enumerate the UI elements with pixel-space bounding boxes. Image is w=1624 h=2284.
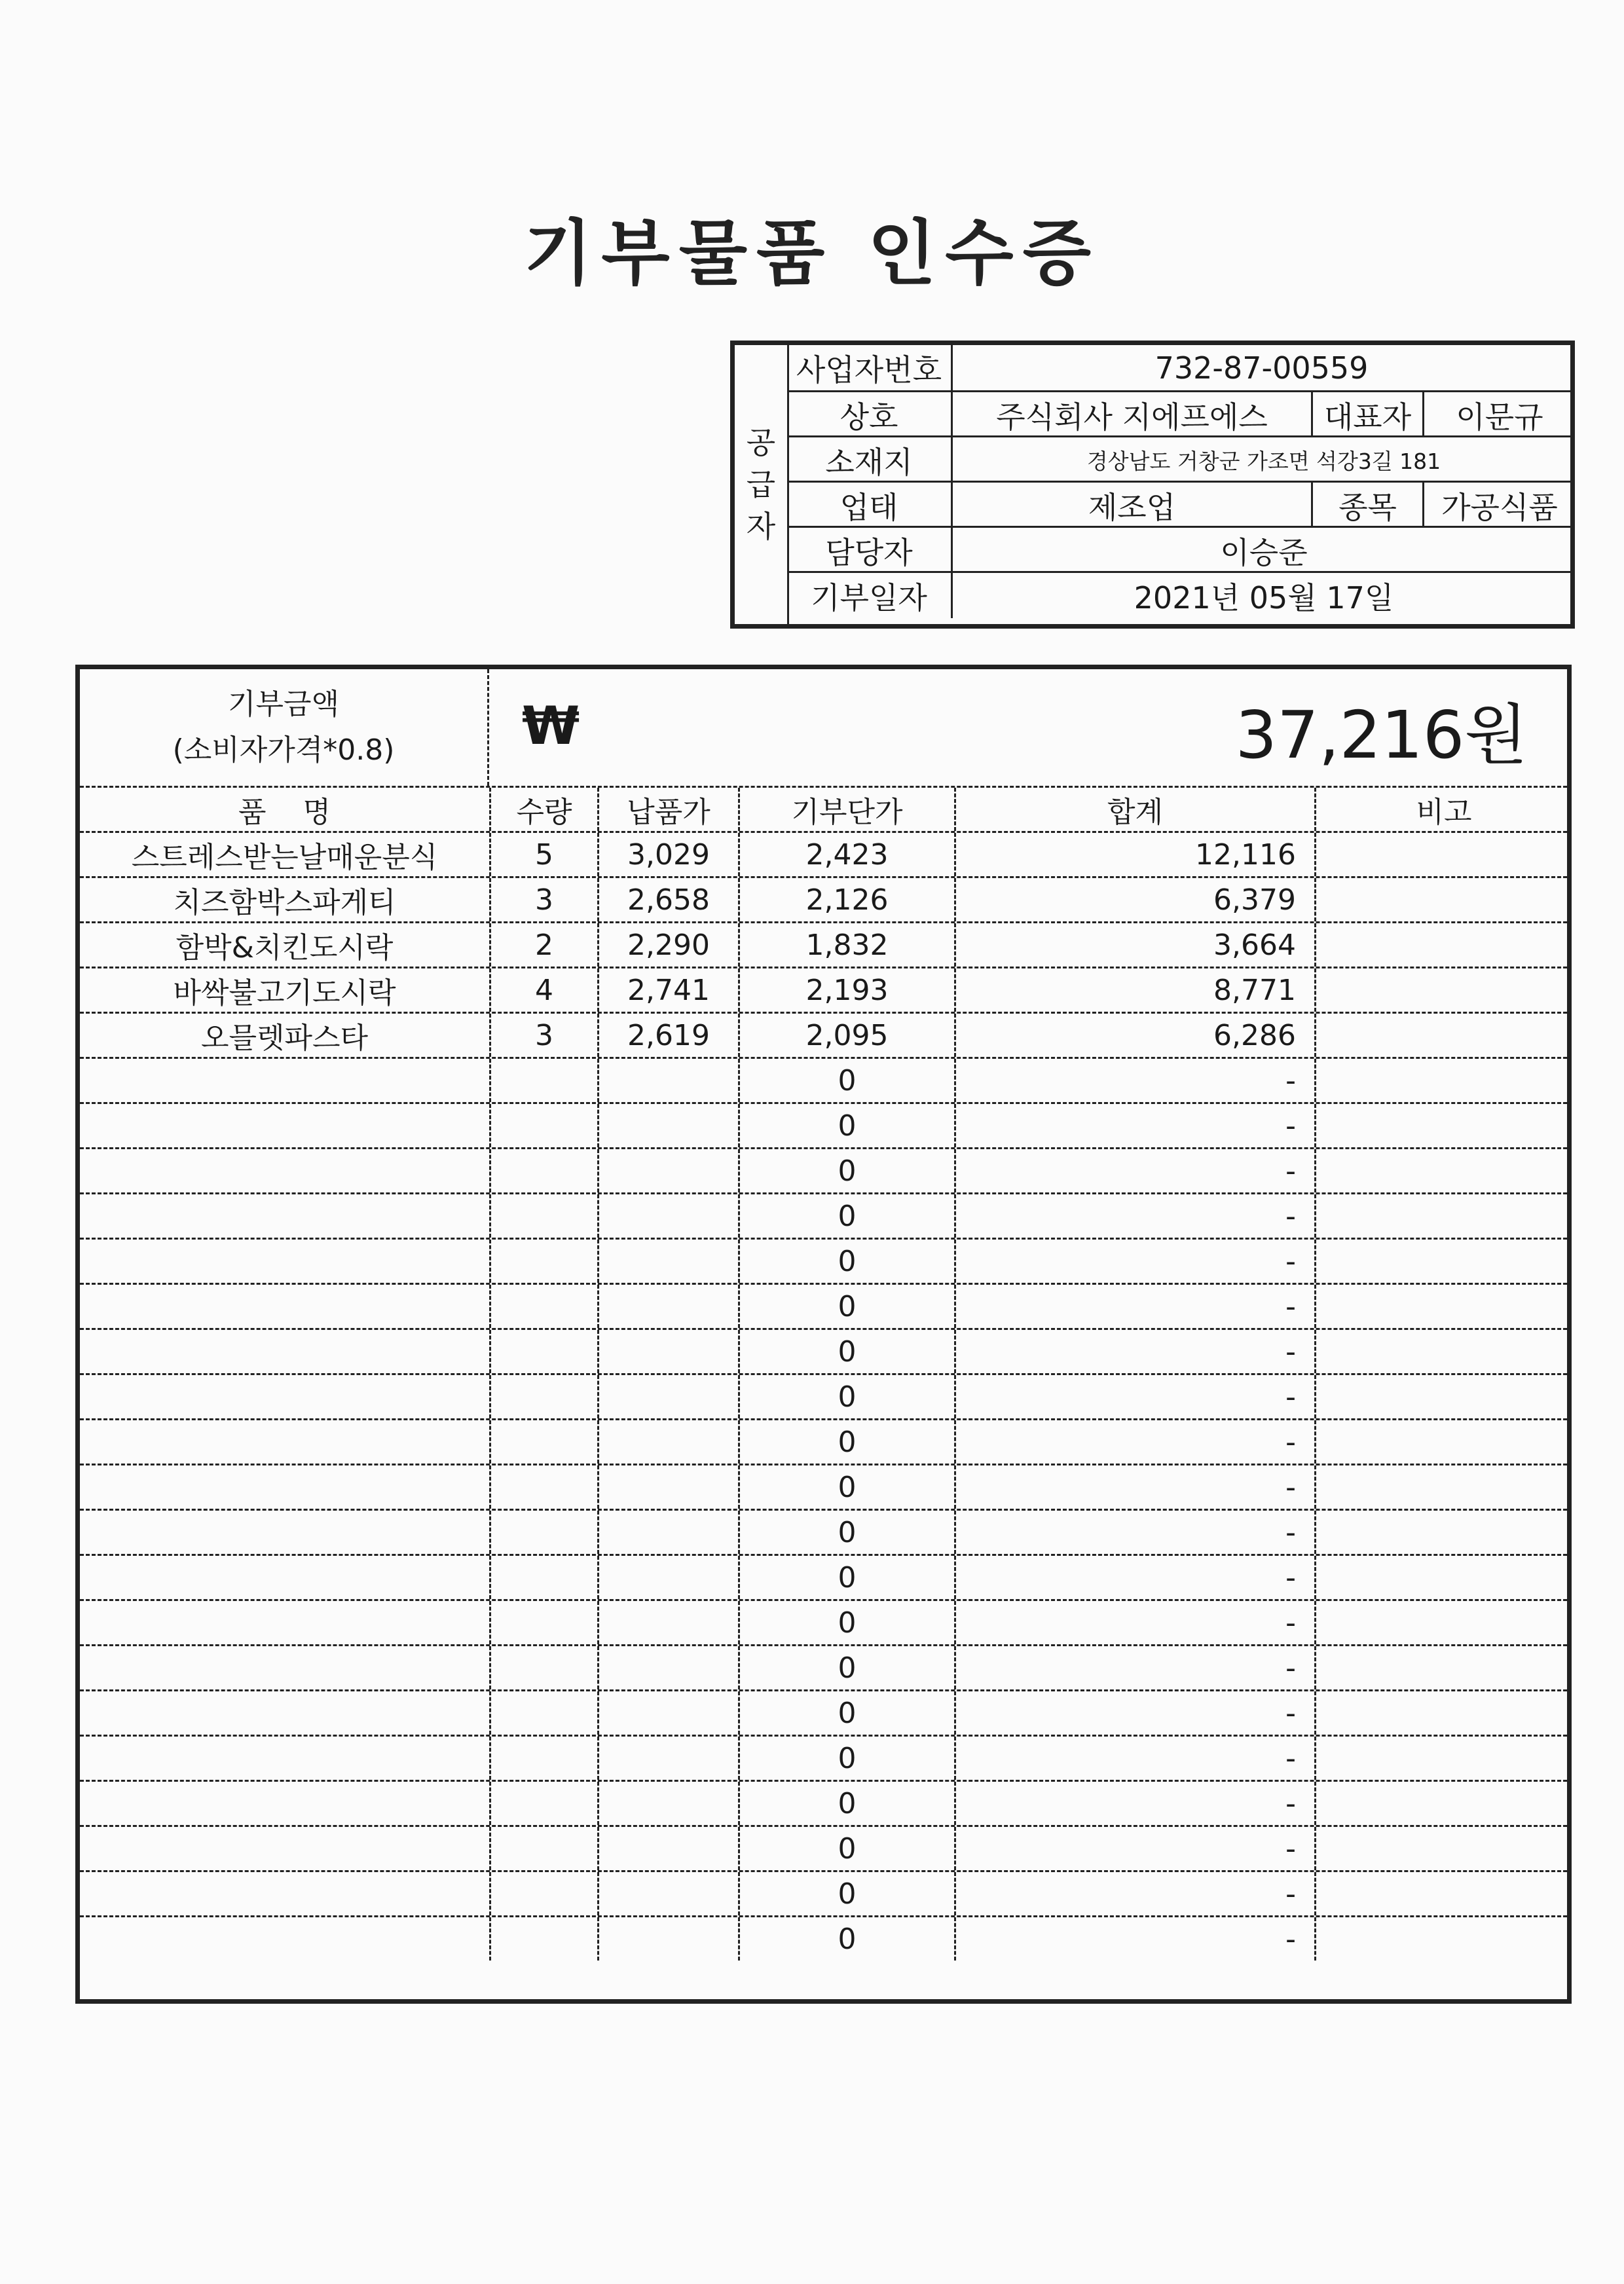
- cell-supply-price: [597, 1465, 738, 1509]
- cell-qty: [489, 1737, 597, 1780]
- table-row: [80, 1328, 1567, 1373]
- cell-unit-price: 2,095: [738, 1014, 954, 1057]
- cell-total: -: [954, 1556, 1314, 1599]
- row-value: 주식회사 지에프에스: [996, 399, 1268, 435]
- cell-supply-price: [597, 1375, 738, 1418]
- row-value: 이승준: [1220, 534, 1308, 570]
- cell-note: [1314, 1872, 1572, 1915]
- cell-unit-price: 0: [738, 1194, 954, 1238]
- cell-name: [80, 1737, 489, 1780]
- table-row: [80, 1870, 1567, 1915]
- cell-name: [80, 1601, 489, 1644]
- cell-qty: 2: [489, 923, 597, 967]
- cell-supply-price: [597, 1059, 738, 1102]
- cell-note: [1314, 1917, 1572, 1961]
- cell-note: [1314, 1104, 1572, 1147]
- supplier-row-business: [787, 481, 1570, 528]
- cell-name: [80, 1149, 489, 1192]
- cell-name: [80, 1465, 489, 1509]
- cell-unit-price: 0: [738, 1465, 954, 1509]
- cell-total: -: [954, 1917, 1314, 1961]
- cell-note: [1314, 1782, 1572, 1825]
- cell-supply-price: [597, 1194, 738, 1238]
- cell-total: -: [954, 1059, 1314, 1102]
- cell-total: -: [954, 1330, 1314, 1373]
- table-row: [80, 1780, 1567, 1825]
- cell-unit-price: 0: [738, 1601, 954, 1644]
- cell-total: -: [954, 1285, 1314, 1328]
- cell-total: -: [954, 1782, 1314, 1825]
- cell-name: [80, 1285, 489, 1328]
- cell-note: [1314, 1465, 1572, 1509]
- cell-supply-price: 2,290: [597, 923, 738, 967]
- table-row: [80, 1057, 1567, 1102]
- cell-note: [1314, 1827, 1572, 1870]
- cell-note: [1314, 1420, 1572, 1464]
- cell-supply-price: [597, 1601, 738, 1644]
- cell-unit-price: 0: [738, 1240, 954, 1283]
- cell-name: 스트레스받는날매운분식: [131, 841, 438, 874]
- supplier-side-label: [735, 345, 789, 624]
- cell-supply-price: [597, 1511, 738, 1554]
- cell-name: 오믈렛파스타: [200, 1022, 369, 1055]
- cell-note: [1314, 1059, 1572, 1102]
- cell-qty: 5: [489, 833, 597, 876]
- row-sub-label: 종목: [1311, 483, 1422, 528]
- cell-supply-price: [597, 1646, 738, 1689]
- donation-table: [75, 665, 1572, 2004]
- cell-note: [1314, 1737, 1572, 1780]
- cell-unit-price: 2,193: [738, 968, 954, 1012]
- cell-note: [1314, 1285, 1572, 1328]
- cell-note: [1314, 1556, 1572, 1599]
- cell-qty: [489, 1556, 597, 1599]
- table-row: [80, 1147, 1567, 1192]
- amount-label-line1: 기부금액: [227, 688, 339, 721]
- cell-name: [80, 1420, 489, 1464]
- cell-unit-price: 0: [738, 1375, 954, 1418]
- cell-name: 바싹불고기도시락: [173, 976, 396, 1010]
- cell-supply-price: [597, 1872, 738, 1915]
- supplier-row-date: [787, 571, 1570, 618]
- cell-unit-price: 0: [738, 1556, 954, 1599]
- supplier-row-address: [787, 435, 1570, 483]
- cell-qty: [489, 1782, 597, 1825]
- cell-total: -: [954, 1827, 1314, 1870]
- cell-qty: [489, 1917, 597, 1961]
- cell-supply-price: [597, 1737, 738, 1780]
- header-name: 품 명: [238, 796, 331, 829]
- donation-amount-label: [80, 669, 489, 786]
- cell-name: [80, 1104, 489, 1147]
- cell-unit-price: 0: [738, 1511, 954, 1554]
- table-row: [80, 1192, 1567, 1238]
- cell-unit-price: 0: [738, 1149, 954, 1192]
- table-row: [80, 1373, 1567, 1418]
- cell-qty: [489, 1420, 597, 1464]
- row-value: 제조업: [1088, 489, 1176, 525]
- cell-unit-price: 0: [738, 1782, 954, 1825]
- table-row: [80, 1283, 1567, 1328]
- cell-qty: [489, 1240, 597, 1283]
- cell-unit-price: 2,126: [738, 878, 954, 921]
- cell-supply-price: [597, 1149, 738, 1192]
- row-value: 2021년 05월 17일: [1134, 580, 1394, 616]
- cell-total: -: [954, 1420, 1314, 1464]
- cell-note: [1314, 1240, 1572, 1283]
- row-sub-value: 가공식품: [1422, 483, 1575, 528]
- table-row: [80, 1238, 1567, 1283]
- row-label: 소재지: [787, 437, 953, 483]
- cell-unit-price: 0: [738, 1691, 954, 1735]
- cell-note: [1314, 1375, 1572, 1418]
- cell-total: -: [954, 1691, 1314, 1735]
- cell-total: 3,664: [954, 923, 1314, 967]
- side-char: 급: [746, 467, 776, 502]
- cell-note: [1314, 923, 1572, 967]
- table-row: [80, 1012, 1567, 1057]
- cell-name: [80, 1691, 489, 1735]
- cell-name: 치즈함박스파게티: [173, 886, 396, 919]
- cell-note: [1314, 1330, 1572, 1373]
- cell-qty: [489, 1511, 597, 1554]
- cell-total: -: [954, 1737, 1314, 1780]
- cell-supply-price: 3,029: [597, 833, 738, 876]
- cell-name: [80, 1375, 489, 1418]
- cell-unit-price: 0: [738, 1285, 954, 1328]
- table-row: [80, 831, 1567, 876]
- cell-supply-price: [597, 1827, 738, 1870]
- amount-label-line2: (소비자가격*0.8): [172, 733, 395, 767]
- supplier-row-company: [787, 390, 1570, 437]
- cell-name: [80, 1240, 489, 1283]
- cell-total: 6,286: [954, 1014, 1314, 1057]
- donation-amount-value: 37,216원: [1235, 697, 1528, 773]
- cell-supply-price: [597, 1556, 738, 1599]
- table-row: [80, 1735, 1567, 1780]
- row-label: 기부일자: [787, 573, 953, 618]
- cell-unit-price: 0: [738, 1872, 954, 1915]
- header-note: 비고: [1314, 788, 1572, 831]
- cell-unit-price: 0: [738, 1646, 954, 1689]
- cell-qty: [489, 1059, 597, 1102]
- cell-unit-price: 1,832: [738, 923, 954, 967]
- cell-qty: [489, 1827, 597, 1870]
- table-header-row: [80, 786, 1567, 831]
- supplier-row-contact: [787, 526, 1570, 573]
- cell-note: [1314, 1646, 1572, 1689]
- table-row: [80, 1644, 1567, 1689]
- cell-total: -: [954, 1104, 1314, 1147]
- row-sub-label: 대표자: [1311, 392, 1422, 437]
- cell-total: -: [954, 1646, 1314, 1689]
- cell-name: [80, 1827, 489, 1870]
- table-row: [80, 1689, 1567, 1735]
- cell-qty: [489, 1601, 597, 1644]
- cell-supply-price: [597, 1691, 738, 1735]
- cell-name: [80, 1511, 489, 1554]
- cell-note: [1314, 968, 1572, 1012]
- donation-amount-row: [80, 669, 1567, 786]
- cell-supply-price: [597, 1782, 738, 1825]
- header-qty: 수량: [489, 788, 597, 831]
- supplier-box: [730, 341, 1575, 629]
- row-value: 732-87-00559: [1154, 350, 1369, 386]
- cell-note: [1314, 1149, 1572, 1192]
- cell-unit-price: 0: [738, 1059, 954, 1102]
- cell-qty: [489, 1646, 597, 1689]
- cell-unit-price: 0: [738, 1104, 954, 1147]
- cell-name: [80, 1059, 489, 1102]
- cell-supply-price: 2,741: [597, 968, 738, 1012]
- cell-total: 6,379: [954, 878, 1314, 921]
- table-row: [80, 1825, 1567, 1870]
- cell-name: [80, 1194, 489, 1238]
- cell-qty: [489, 1104, 597, 1147]
- cell-name: [80, 1872, 489, 1915]
- cell-total: -: [954, 1601, 1314, 1644]
- row-label: 사업자번호: [787, 345, 953, 390]
- cell-supply-price: [597, 1330, 738, 1373]
- cell-total: 8,771: [954, 968, 1314, 1012]
- cell-unit-price: 0: [738, 1917, 954, 1961]
- cell-qty: 4: [489, 968, 597, 1012]
- cell-name: [80, 1782, 489, 1825]
- cell-name: 함박&치킨도시락: [175, 931, 394, 965]
- cell-unit-price: 0: [738, 1827, 954, 1870]
- table-row: [80, 1915, 1567, 1961]
- cell-qty: [489, 1285, 597, 1328]
- cell-qty: [489, 1194, 597, 1238]
- row-value: 경상남도 거창군 가조면 석강3길 181: [1086, 449, 1441, 474]
- row-sub-value: 이문규: [1422, 392, 1575, 437]
- cell-qty: [489, 1375, 597, 1418]
- row-label: 상호: [787, 392, 953, 437]
- cell-total: -: [954, 1465, 1314, 1509]
- cell-unit-price: 0: [738, 1330, 954, 1373]
- cell-qty: [489, 1330, 597, 1373]
- row-label: 담당자: [787, 528, 953, 573]
- table-row: [80, 1418, 1567, 1464]
- cell-name: [80, 1330, 489, 1373]
- cell-unit-price: 2,423: [738, 833, 954, 876]
- cell-note: [1314, 1014, 1572, 1057]
- cell-qty: [489, 1149, 597, 1192]
- cell-qty: [489, 1691, 597, 1735]
- cell-supply-price: 2,658: [597, 878, 738, 921]
- cell-note: [1314, 1691, 1572, 1735]
- cell-total: -: [954, 1240, 1314, 1283]
- cell-name: [80, 1646, 489, 1689]
- cell-supply-price: [597, 1420, 738, 1464]
- table-row: [80, 1509, 1567, 1554]
- cell-note: [1314, 1194, 1572, 1238]
- cell-unit-price: 0: [738, 1420, 954, 1464]
- cell-supply-price: [597, 1917, 738, 1961]
- cell-qty: 3: [489, 1014, 597, 1057]
- cell-note: [1314, 1511, 1572, 1554]
- cell-total: 12,116: [954, 833, 1314, 876]
- cell-supply-price: [597, 1240, 738, 1283]
- cell-supply-price: [597, 1104, 738, 1147]
- document-title: 기부물품 인수증: [524, 213, 1100, 295]
- cell-note: [1314, 833, 1572, 876]
- table-row: [80, 1554, 1567, 1599]
- cell-supply-price: 2,619: [597, 1014, 738, 1057]
- cell-name: [80, 1917, 489, 1961]
- table-row: [80, 967, 1567, 1012]
- cell-total: -: [954, 1511, 1314, 1554]
- supplier-row-bizno: [787, 345, 1570, 390]
- side-char: 자: [746, 509, 776, 544]
- table-row: [80, 876, 1567, 921]
- cell-note: [1314, 878, 1572, 921]
- cell-total: -: [954, 1149, 1314, 1192]
- currency-symbol: ₩: [522, 695, 580, 756]
- header-total: 합계: [954, 788, 1314, 831]
- header-supply-price: 납품가: [597, 788, 738, 831]
- table-row: [80, 921, 1567, 967]
- row-label: 업태: [787, 483, 953, 528]
- cell-unit-price: 0: [738, 1737, 954, 1780]
- cell-qty: [489, 1465, 597, 1509]
- cell-total: -: [954, 1194, 1314, 1238]
- table-row: [80, 1102, 1567, 1147]
- cell-supply-price: [597, 1285, 738, 1328]
- header-unit-price: 기부단가: [738, 788, 954, 831]
- cell-total: -: [954, 1872, 1314, 1915]
- cell-qty: [489, 1872, 597, 1915]
- table-row: [80, 1464, 1567, 1509]
- cell-total: -: [954, 1375, 1314, 1418]
- cell-name: [80, 1556, 489, 1599]
- table-row: [80, 1599, 1567, 1644]
- side-char: 공: [746, 425, 776, 460]
- cell-note: [1314, 1601, 1572, 1644]
- cell-qty: 3: [489, 878, 597, 921]
